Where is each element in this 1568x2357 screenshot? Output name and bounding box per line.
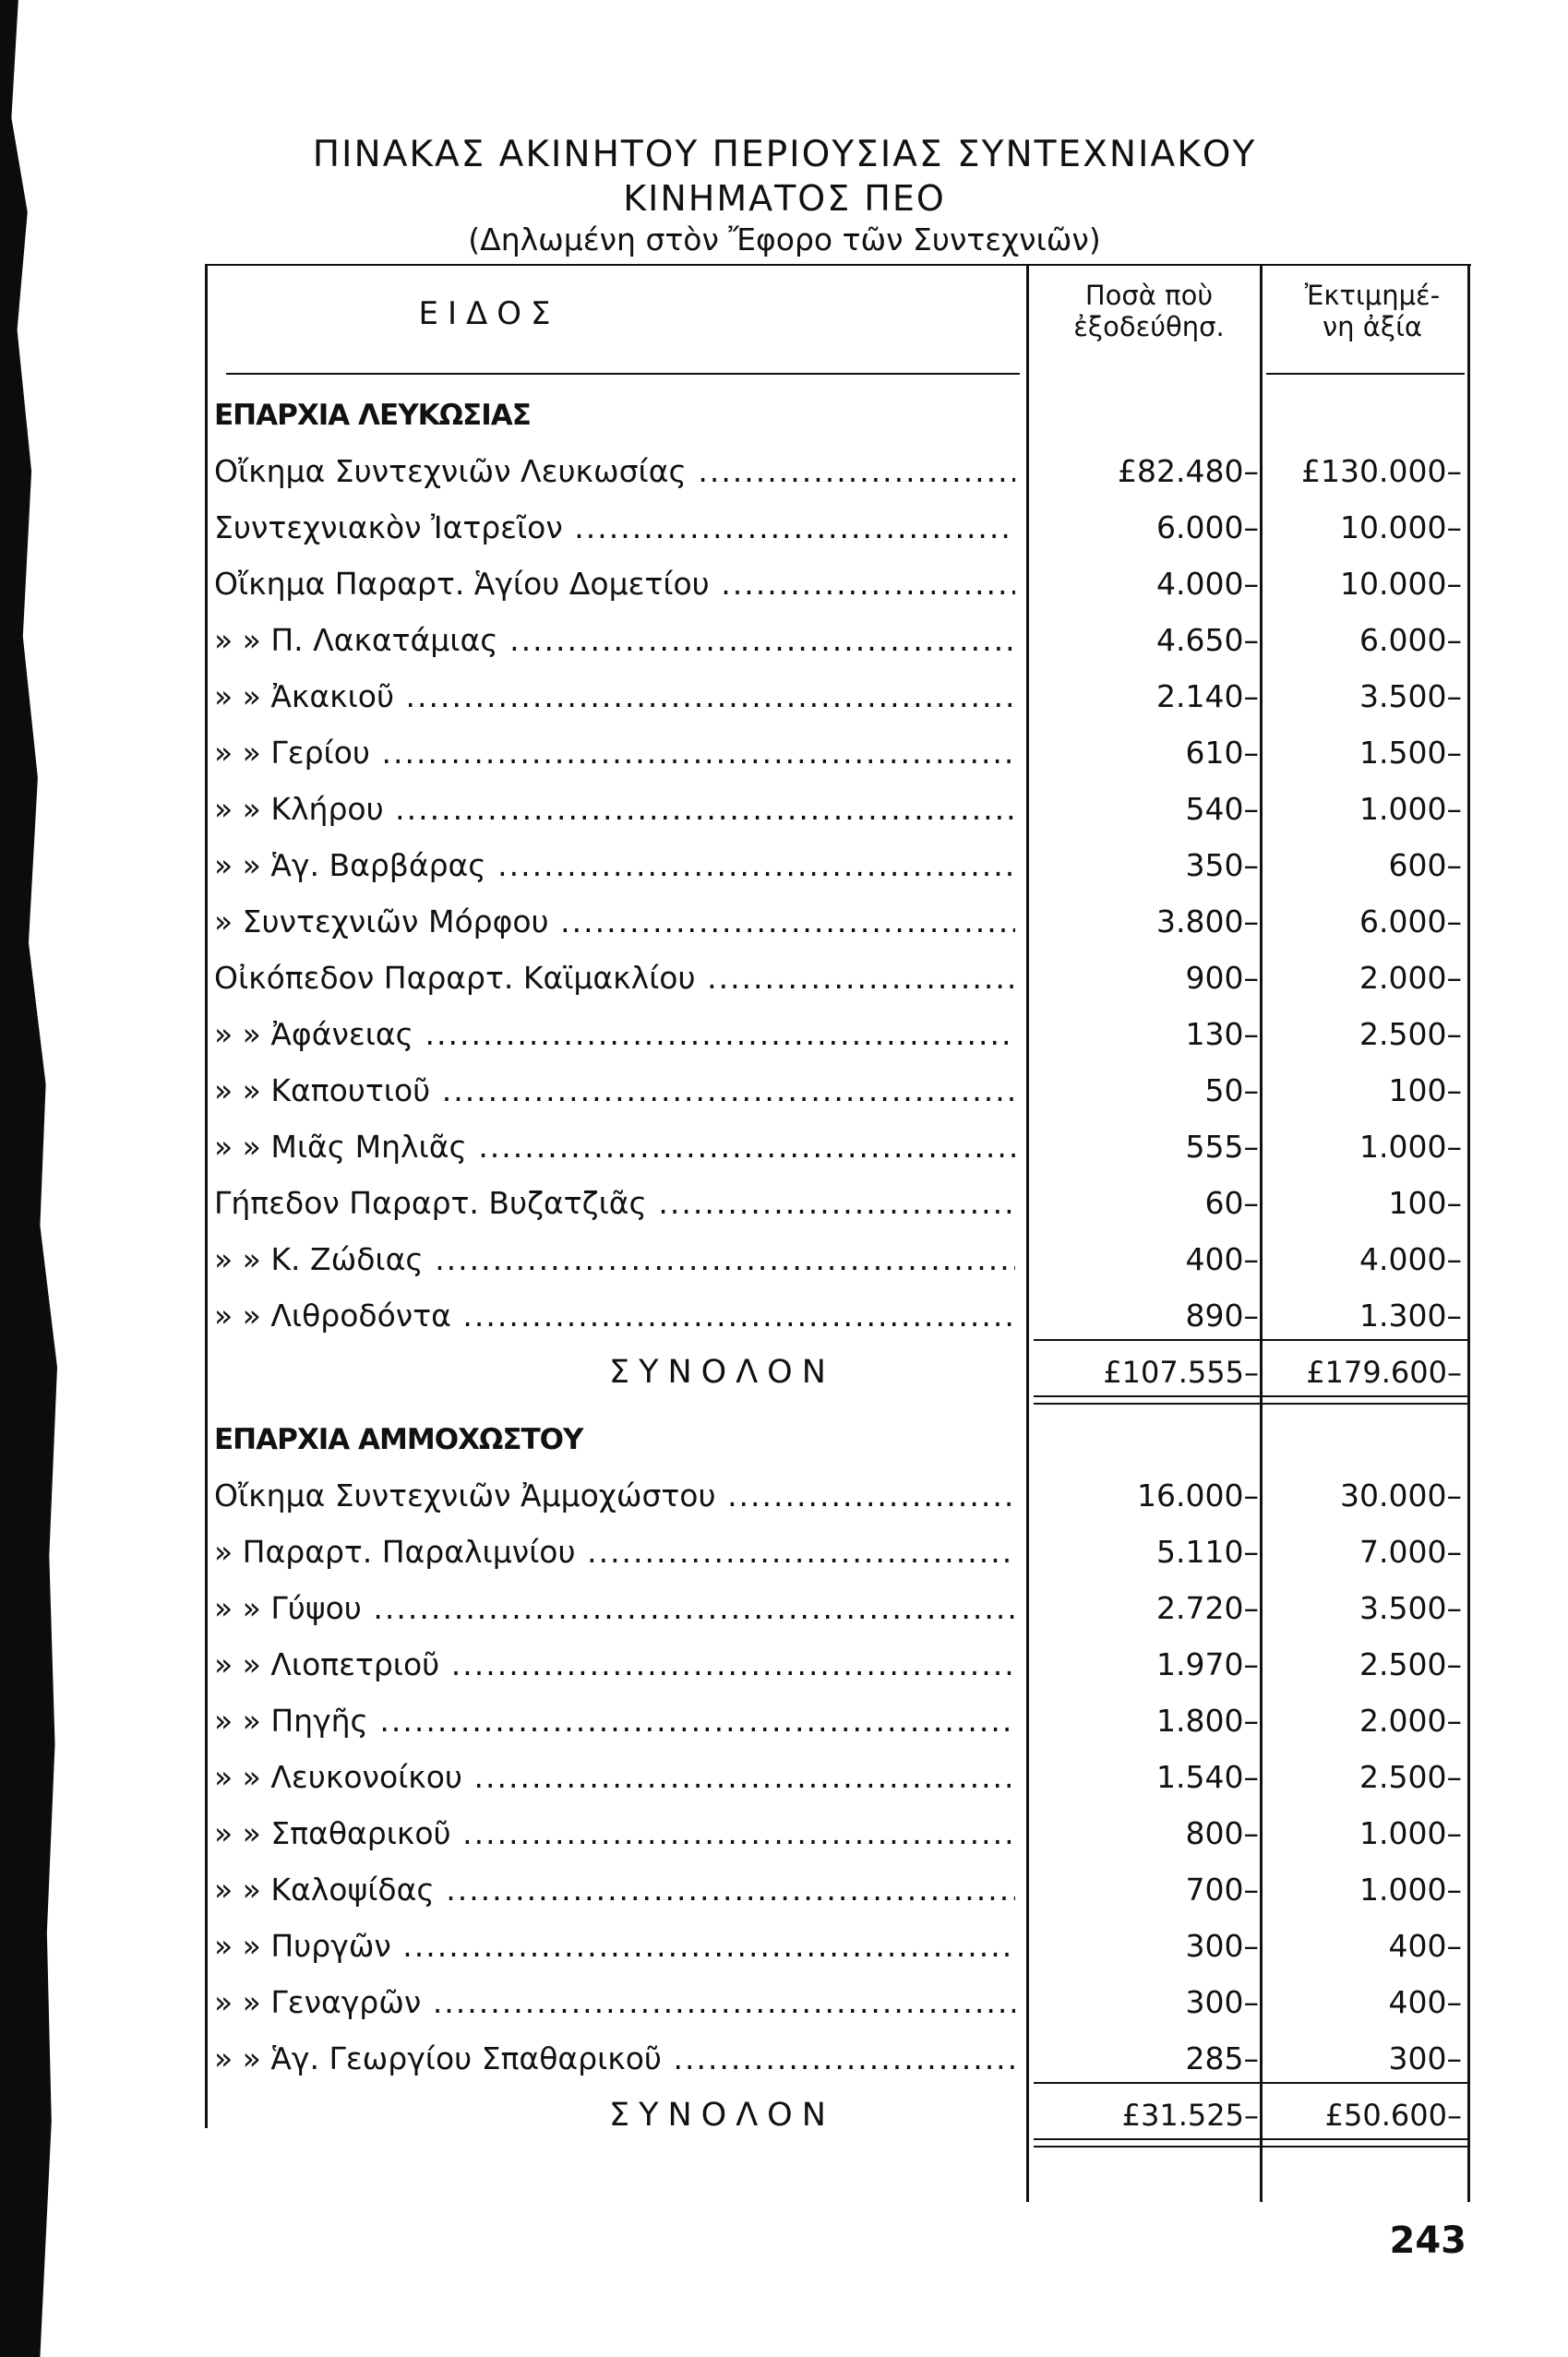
total-double-rule [1034, 1395, 1467, 1397]
amount-spent: 890– [1185, 1298, 1259, 1334]
amount-spent: 4.650– [1156, 622, 1259, 658]
estimated-value: 400– [1388, 1984, 1462, 2020]
section-heading: ΕΠΑΡΧΙΑ ΑΜΜΟΧΩΣΤΟΥ [214, 1423, 583, 1456]
amount-spent: 400– [1185, 1241, 1259, 1277]
total-estimated-value: £179.600– [1306, 1355, 1462, 1390]
header-estimated-value-line2: νη ἀξία [1322, 311, 1422, 342]
table-row [0, 613, 1568, 668]
header-estimated-value-line1: Ἐκτιμημέ- [1304, 280, 1441, 311]
table-row [0, 1119, 1568, 1175]
property-name: Συντεχνιακὸν Ἰατρεῖον ..... [214, 500, 1015, 556]
table-row [0, 669, 1568, 724]
amount-spent: 3.800– [1156, 903, 1259, 939]
property-name: Οἴκημα Παραρτ. Ἁγίου Δομετίου ..... [214, 556, 1015, 612]
estimated-value: 7.000– [1359, 1534, 1462, 1570]
property-name: » Παραρτ. Παραλιμνίου ..... [214, 1525, 1015, 1580]
property-name: Οἴκημα Συντεχνιῶν Ἀμμοχώστου ..... [214, 1468, 1015, 1524]
property-name: » » Μιᾶς Μηλιᾶς ..... [214, 1119, 1015, 1175]
header-amount-spent-line2: ἐξοδεύθησ. [1073, 311, 1225, 342]
total-rule [1034, 1339, 1467, 1341]
amount-spent: 555– [1185, 1129, 1259, 1165]
table-row [0, 894, 1568, 950]
property-name: » » Καπουτιοῦ ..... [214, 1063, 1015, 1119]
property-name: » » Πυργῶν ..... [214, 1919, 1015, 1974]
property-name: » » Γύψου ..... [214, 1581, 1015, 1636]
table-row [0, 1637, 1568, 1693]
amount-spent: 2.720– [1156, 1590, 1259, 1626]
total-double-rule [1034, 2146, 1467, 2148]
total-double-rule [1034, 1403, 1467, 1405]
estimated-value: 30.000– [1340, 1478, 1462, 1514]
table-row [0, 838, 1568, 893]
estimated-value: 3.500– [1359, 1590, 1462, 1626]
property-name: Γήπεδον Παραρτ. Βυζατζιᾶς ..... [214, 1176, 1015, 1231]
amount-spent: 350– [1185, 847, 1259, 883]
header-estimated-value [1275, 280, 1469, 342]
estimated-value: 6.000– [1359, 622, 1462, 658]
estimated-value: 1.500– [1359, 735, 1462, 771]
property-name: » » Λευκονοίκου ..... [214, 1750, 1015, 1805]
header-kind: ΕΙΔΟΣ [418, 295, 560, 332]
total-rule [1034, 2082, 1467, 2084]
table-row [0, 1693, 1568, 1749]
estimated-value: 2.500– [1359, 1016, 1462, 1052]
estimated-value: 1.000– [1359, 1872, 1462, 1908]
total-label: ΣΥΝΟΛΟΝ [609, 1354, 835, 1391]
property-name: » » Λιοπετριοῦ ..... [214, 1637, 1015, 1693]
amount-spent: 800– [1185, 1815, 1259, 1851]
table-row [0, 1007, 1568, 1062]
property-name: » Συντεχνιῶν Μόρφου ..... [214, 894, 1015, 950]
section-heading-row [0, 388, 1568, 443]
estimated-value: 600– [1388, 847, 1462, 883]
table-row [0, 500, 1568, 556]
table-row [0, 1525, 1568, 1580]
amount-spent: 60– [1204, 1185, 1259, 1221]
total-amount-spent: £107.555– [1103, 1355, 1259, 1390]
header-amount-spent [1034, 280, 1264, 342]
amount-spent: 300– [1185, 1984, 1259, 2020]
table-row [0, 1468, 1568, 1524]
amount-spent: 50– [1204, 1072, 1259, 1108]
table-row [0, 951, 1568, 1006]
estimated-value: £130.000– [1301, 453, 1462, 489]
property-name: Οἰκόπεδον Παραρτ. Καϊμακλίου ..... [214, 951, 1015, 1006]
amount-spent: 6.000– [1156, 509, 1259, 545]
header-amount-spent-line1: Ποσὰ ποὺ [1084, 280, 1214, 311]
amount-spent: 610– [1185, 735, 1259, 771]
estimated-value: 100– [1388, 1072, 1462, 1108]
estimated-value: 10.000– [1340, 566, 1462, 602]
table-row [0, 2031, 1568, 2087]
table-title: ΠΙΝΑΚΑΣ ΑΚΙΝΗΤΟΥ ΠΕΡΙΟΥΣΙΑΣ ΣΥΝΤΕΧΝΙΑΚΟΥ [312, 134, 1257, 175]
property-name: » » Ἀφάνειας ..... [214, 1007, 1015, 1062]
amount-spent: 5.110– [1156, 1534, 1259, 1570]
table-row [0, 556, 1568, 612]
estimated-value: 10.000– [1340, 509, 1462, 545]
property-name: » » Π. Λακατάμιας ..... [214, 613, 1015, 668]
total-row [0, 1345, 1568, 1400]
estimated-value: 1.000– [1359, 1129, 1462, 1165]
estimated-value: 1.300– [1359, 1298, 1462, 1334]
estimated-value: 2.000– [1359, 1703, 1462, 1739]
section-heading: ΕΠΑΡΧΙΑ ΛΕΥΚΩΣΙΑΣ [214, 399, 531, 432]
table-row [0, 1232, 1568, 1287]
amount-spent: 4.000– [1156, 566, 1259, 602]
estimated-value: 2.500– [1359, 1759, 1462, 1795]
table-row [0, 1862, 1568, 1918]
property-name: » » Ἁγ. Βαρβάρας ..... [214, 838, 1015, 893]
total-row [0, 2088, 1568, 2143]
amount-spent: 2.140– [1156, 678, 1259, 714]
property-name: » » Κ. Ζώδιας ..... [214, 1232, 1015, 1287]
estimated-value: 300– [1388, 2040, 1462, 2076]
amount-spent: 1.800– [1156, 1703, 1259, 1739]
amount-spent: 900– [1185, 960, 1259, 996]
property-name: » » Σπαθαρικοῦ ..... [214, 1806, 1015, 1861]
amount-spent: 700– [1185, 1872, 1259, 1908]
amount-spent: 540– [1185, 791, 1259, 827]
property-name: » » Καλοψίδας ..... [214, 1862, 1015, 1918]
table-row [0, 1288, 1568, 1344]
property-name: » » Γερίου ..... [214, 725, 1015, 781]
estimated-value: 2.000– [1359, 960, 1462, 996]
section-heading-row [0, 1412, 1568, 1467]
estimated-value: 6.000– [1359, 903, 1462, 939]
table-row [0, 1063, 1568, 1119]
table-row [0, 444, 1568, 499]
property-name: » » Λιθροδόντα ..... [214, 1288, 1015, 1344]
amount-spent: 1.970– [1156, 1646, 1259, 1682]
property-name: » » Πηγῆς ..... [214, 1693, 1015, 1749]
table-note: (Δηλωμένη στὸν Ἔφορο τῶν Συντεχνιῶν) [468, 221, 1101, 257]
page-number: 243 [1389, 2219, 1466, 2262]
amount-spent: £82.480– [1118, 453, 1259, 489]
total-double-rule [1034, 2138, 1467, 2140]
estimated-value: 4.000– [1359, 1241, 1462, 1277]
estimated-value: 1.000– [1359, 791, 1462, 827]
property-name: » » Ἁγ. Γεωργίου Σπαθαρικοῦ ..... [214, 2031, 1015, 2087]
estimated-value: 100– [1388, 1185, 1462, 1221]
table-row [0, 1806, 1568, 1861]
property-name: » » Ἀκακιοῦ ..... [214, 669, 1015, 724]
total-label: ΣΥΝΟΛΟΝ [609, 2097, 835, 2134]
estimated-value: 1.000– [1359, 1815, 1462, 1851]
property-name: » » Κλήρου ..... [214, 782, 1015, 837]
estimated-value: 400– [1388, 1928, 1462, 1964]
table-row [0, 782, 1568, 837]
estimated-value: 3.500– [1359, 678, 1462, 714]
amount-spent: 300– [1185, 1928, 1259, 1964]
property-name: » » Γεναγρῶν ..... [214, 1975, 1015, 2030]
total-amount-spent: £31.525– [1121, 2098, 1259, 2133]
table-row [0, 1176, 1568, 1231]
property-name: Οἴκημα Συντεχνιῶν Λευκωσίας ..... [214, 444, 1015, 499]
amount-spent: 1.540– [1156, 1759, 1259, 1795]
table-row [0, 1581, 1568, 1636]
amount-spent: 130– [1185, 1016, 1259, 1052]
table-row [0, 725, 1568, 781]
amount-spent: 285– [1185, 2040, 1259, 2076]
table-row [0, 1919, 1568, 1974]
table-row [0, 1750, 1568, 1805]
estimated-value: 2.500– [1359, 1646, 1462, 1682]
amount-spent: 16.000– [1137, 1478, 1259, 1514]
table-row [0, 1975, 1568, 2030]
table-subtitle: ΚΙΝΗΜΑΤΟΣ ΠΕΟ [623, 178, 946, 219]
total-estimated-value: £50.600– [1324, 2098, 1462, 2133]
